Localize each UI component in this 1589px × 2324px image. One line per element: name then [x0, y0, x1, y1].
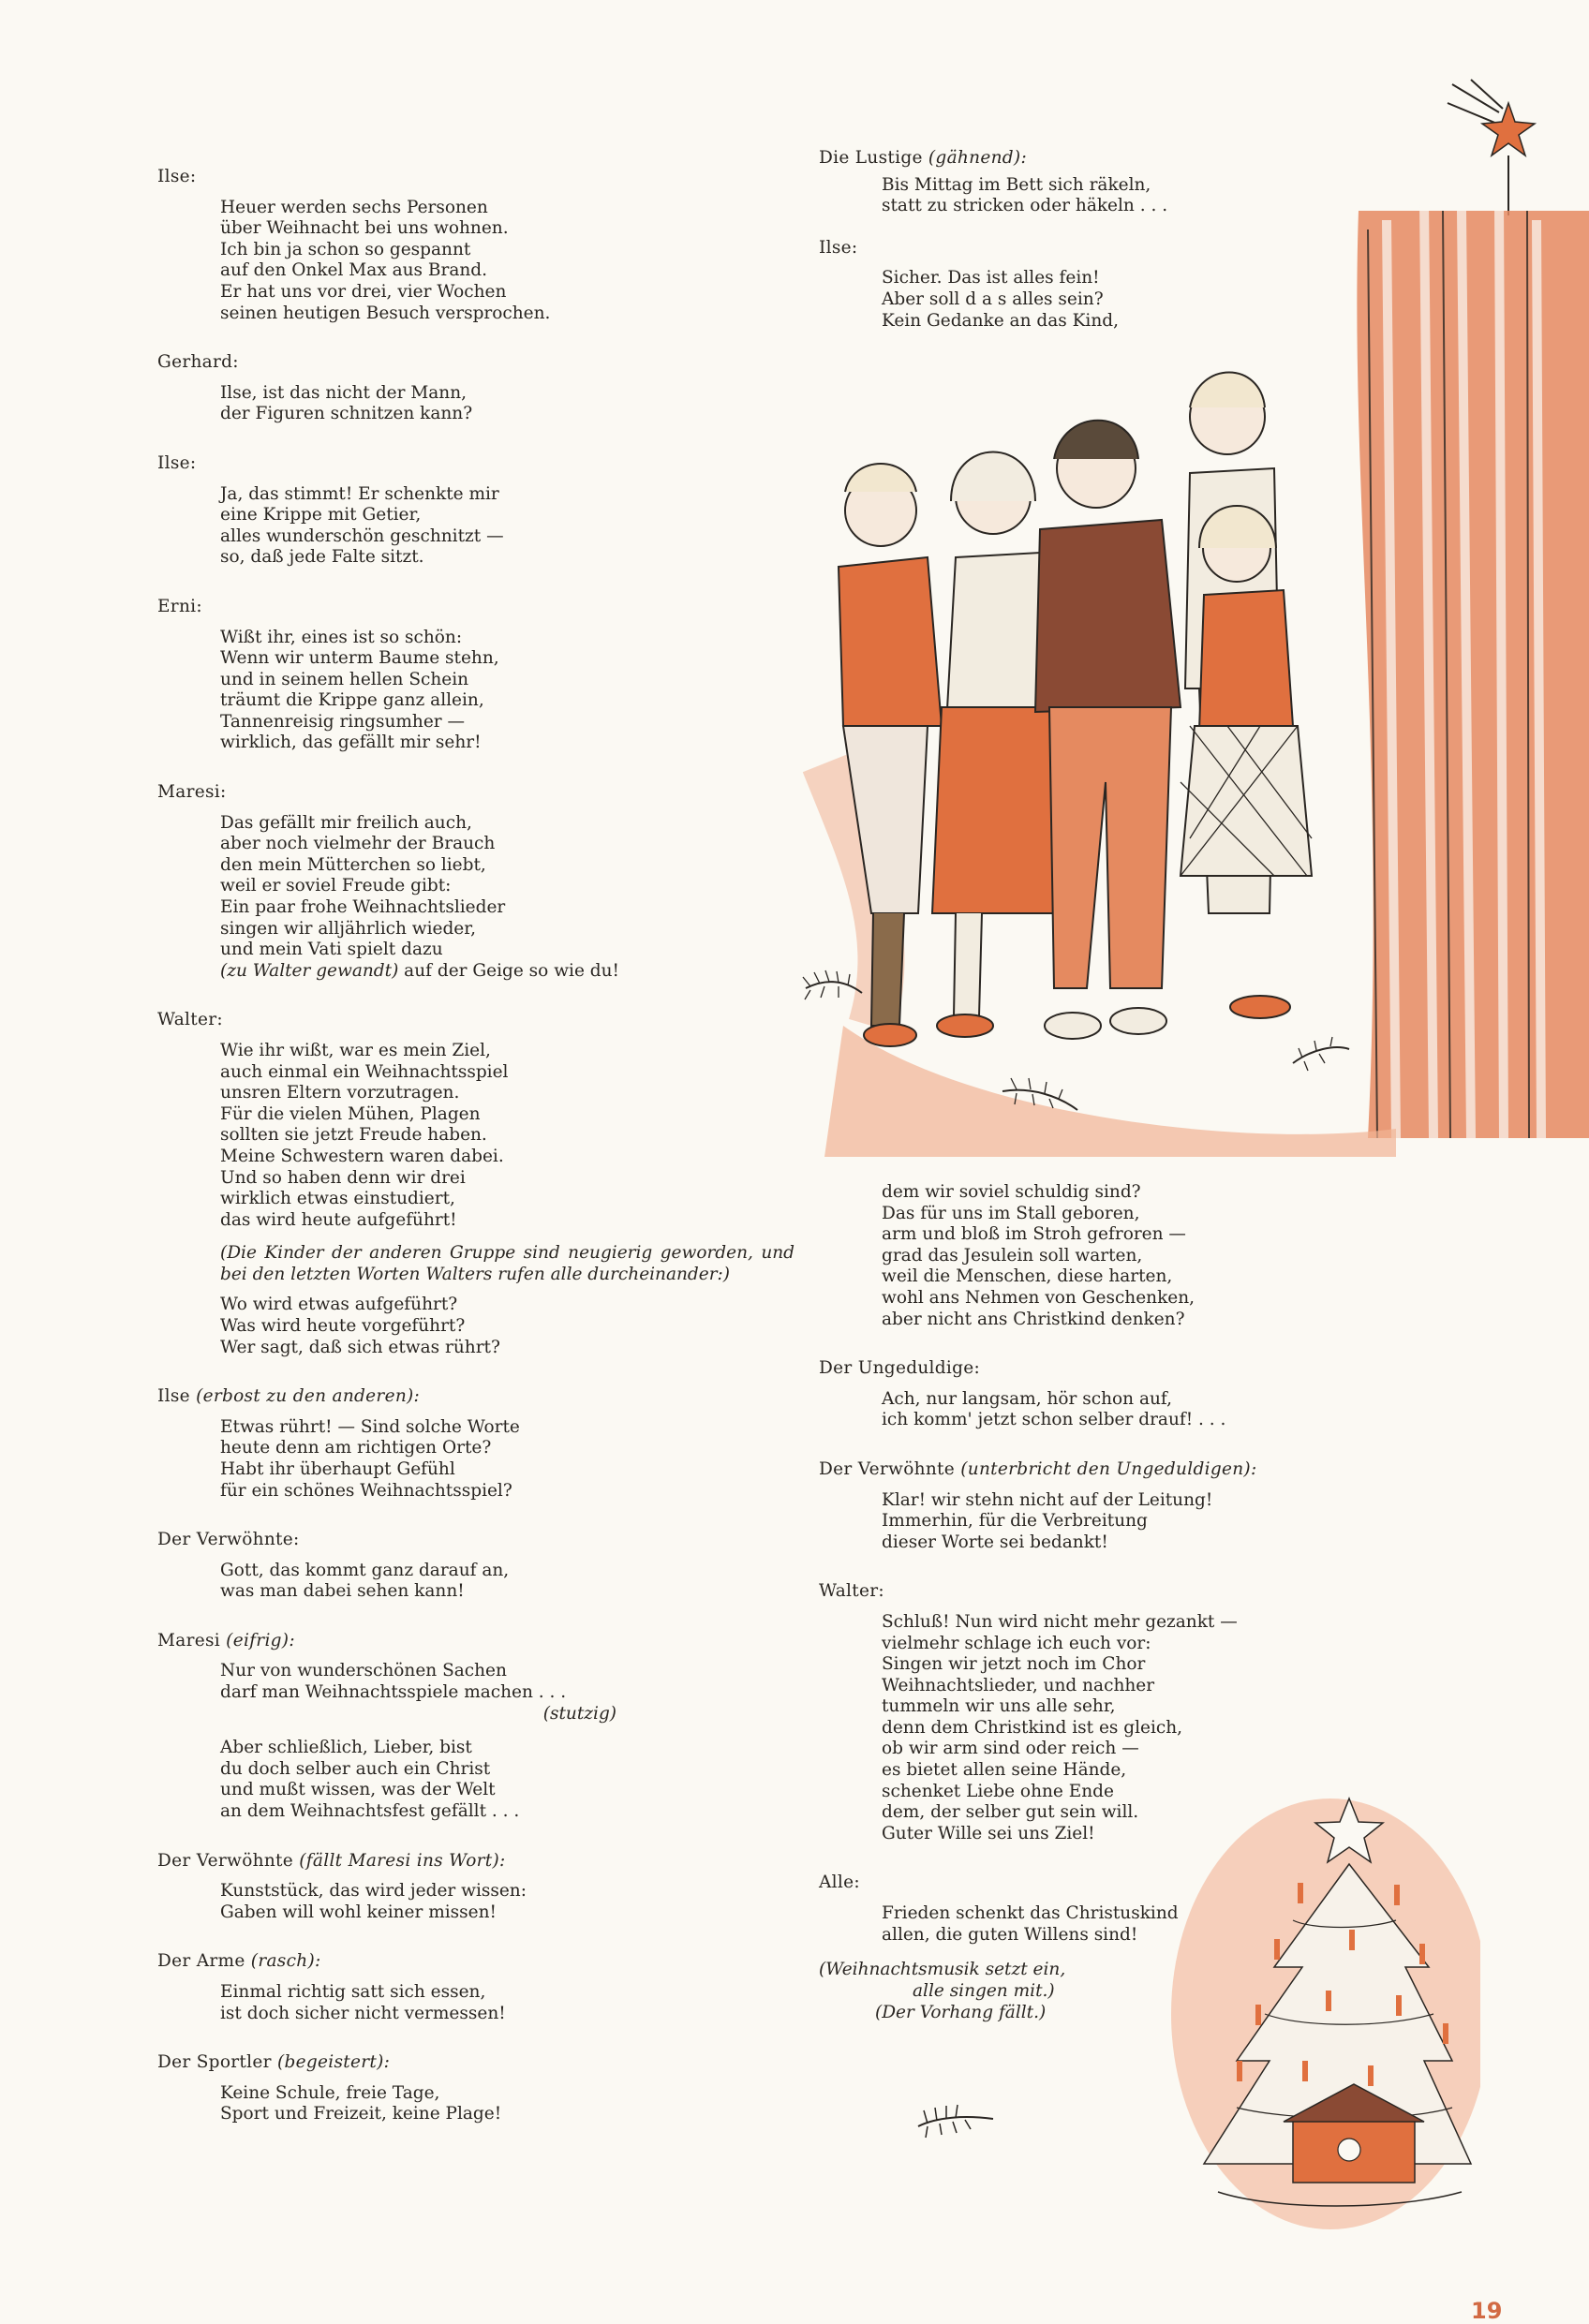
verse-line: ob wir arm sind oder reich —: [882, 1739, 1139, 1759]
verse-line: Heuer werden sechs Personen: [220, 197, 488, 217]
verse-line: Gott, das kommt ganz darauf an,: [220, 1560, 510, 1580]
verse-line: Sicher. Das ist alles fein!: [882, 268, 1100, 289]
speaker-name: Ilse:: [157, 167, 197, 186]
verse-line: das wird heute aufgeführt!: [220, 1209, 457, 1230]
stage-direction: (Der Vorhang fällt.): [875, 2003, 1047, 2023]
verse-line: heute denn am richtigen Orte?: [220, 1438, 492, 1458]
verse-line: Kein Gedanke an das Kind,: [882, 310, 1119, 331]
stage-direction: (erbost zu den anderen):: [196, 1386, 421, 1407]
speaker-name: Der Sportler: [157, 2052, 272, 2073]
verse: [220, 628, 794, 755]
verse: [220, 1661, 794, 1724]
verse-line: schenket Liebe ohne Ende: [882, 1781, 1114, 1801]
verse-line: über Weihnacht bei uns wohnen.: [220, 218, 509, 239]
verse-line: seinen heutigen Besuch versprochen.: [220, 303, 551, 323]
verse-line: Ach, nur langsam, hör schon auf,: [882, 1388, 1172, 1409]
speaker-heading: [157, 1951, 794, 1973]
speaker-name: Ilse:: [157, 452, 197, 473]
verse-line: und mein Vati spielt dazu: [220, 940, 443, 960]
dialogue-block: [157, 1951, 794, 2024]
verse-line: Und so haben denn wir drei: [220, 1167, 466, 1188]
dialogue-block: [157, 1851, 794, 1924]
dialogue-block: [819, 1459, 1306, 1553]
verse-line: weil er soviel Freude gibt:: [220, 876, 452, 896]
verse-line: ich komm' jetzt schon selber drauf! . . .: [882, 1410, 1226, 1430]
speaker-heading: [157, 1851, 794, 1873]
children-illustration: [787, 201, 1589, 1166]
dialogue-block: [157, 597, 794, 754]
verse-line: denn dem Christkind ist es gleich,: [882, 1717, 1183, 1738]
verse-line: Gaben will wohl keiner missen!: [220, 1902, 497, 1922]
speaker-name: Alle:: [819, 1873, 860, 1893]
speaker-name: Gerhard:: [157, 352, 239, 373]
verse: [220, 1881, 794, 1923]
speaker-name: Maresi: [157, 1630, 220, 1650]
dialogue-block: [157, 453, 794, 569]
verse-line: Singen wir jetzt noch im Chor: [882, 1654, 1146, 1675]
verse-line: für ein schönes Weihnachtsspiel?: [220, 1480, 512, 1501]
verse-line: Das für uns im Stall geboren,: [882, 1203, 1140, 1223]
dialogue-block: [157, 167, 794, 324]
verse-line: grad das Jesulein soll warten,: [882, 1245, 1143, 1266]
verse-line: Aber schließlich, Lieber, bist: [220, 1738, 472, 1758]
speaker-name: Walter:: [157, 1010, 223, 1030]
fir-sprig-icon: [913, 2098, 998, 2145]
verse-line: statt zu stricken oder häkeln . . .: [882, 196, 1168, 216]
dialogue-block: [157, 2052, 794, 2125]
stage-direction: (Die Kinder der anderen Gruppe sind neugierig geworden, und bei den letzten Worten Walters rufen alle durcheinander:): [220, 1243, 794, 1285]
verse-line: alles wunderschön geschnitzt —: [220, 525, 504, 546]
verse-line: Guter Wille sei uns Ziel!: [882, 1823, 1095, 1843]
speaker-heading: [819, 1459, 1306, 1481]
verse-line: du doch selber auch ein Christ: [220, 1758, 491, 1779]
verse-line: und in seinem hellen Schein: [220, 669, 469, 689]
stage-direction: (rasch):: [250, 1951, 321, 1972]
verse-line: Wißt ihr, eines ist so schön:: [220, 627, 463, 647]
verse-line: Wer sagt, daß sich etwas rührt?: [220, 1337, 500, 1357]
verse-line: und mußt wissen, was der Welt: [220, 1780, 496, 1800]
speaker-name: Ilse:: [819, 237, 858, 258]
speaker-name: Der Verwöhnte: [819, 1458, 956, 1479]
speaker-heading: [157, 1386, 794, 1408]
verse-line: eine Krippe mit Getier,: [220, 505, 422, 525]
verse: [220, 1295, 794, 1358]
verse: [882, 1182, 1306, 1330]
verse-line: Einmal richtig satt sich essen,: [220, 1982, 486, 2002]
stage-direction: (zu Walter gewandt): [220, 960, 399, 981]
stage-direction: alle singen mit.): [913, 1981, 1055, 2002]
verse-line: Habt ihr überhaupt Gefühl: [220, 1458, 455, 1479]
left-column: [157, 167, 794, 2154]
verse-line: auf den Onkel Max aus Brand.: [220, 260, 488, 281]
verse: [220, 1417, 794, 1502]
stage-direction: (eifrig):: [226, 1630, 295, 1650]
verse-line: sollten sie jetzt Freude haben.: [220, 1125, 487, 1146]
verse-line: Klar! wir stehn nicht auf der Leitung!: [882, 1489, 1213, 1510]
verse-line: aber noch vielmehr der Brauch: [220, 834, 496, 854]
verse-line: Weihnachtslieder, und nachher: [882, 1675, 1155, 1695]
speaker-name: Die Lustige: [819, 148, 923, 168]
shooting-star-icon: [1443, 75, 1546, 215]
stage-direction: (Weihnachtsmusik setzt ein,: [819, 1960, 1066, 1980]
verse-line: auch einmal ein Weihnachtsspiel: [220, 1061, 509, 1082]
verse-line: Ich bin ja schon so gespannt: [220, 239, 471, 259]
stage-direction: (begeistert):: [276, 2052, 391, 2073]
verse-line: dem wir soviel schuldig sind?: [882, 1182, 1141, 1202]
verse-line: Immerhin, für die Verbreitung: [882, 1511, 1148, 1532]
verse-line: so, daß jede Falte sitzt.: [220, 547, 424, 568]
verse-line: Was wird heute vorgeführt?: [220, 1315, 466, 1336]
speaker-name: Der Verwöhnte:: [157, 1530, 300, 1550]
verse-line: dieser Worte sei bedankt!: [882, 1532, 1108, 1552]
verse-line: Er hat uns vor drei, vier Wochen: [220, 281, 507, 302]
verse-line: dem, der selber gut sein will.: [882, 1802, 1139, 1823]
dialogue-block: [157, 1010, 794, 1358]
speaker-name: Der Arme: [157, 1951, 245, 1972]
verse: [220, 1738, 794, 1822]
speaker-name: Ilse: [157, 1386, 190, 1407]
verse-text: auf der Geige so wie du!: [398, 960, 619, 981]
verse-line: wirklich, das gefällt mir sehr!: [220, 733, 482, 753]
verse: [220, 484, 794, 569]
verse-line: Ilse, ist das nicht der Mann,: [220, 382, 468, 403]
verse: [220, 383, 794, 425]
verse: [882, 1490, 1306, 1554]
speaker-name: Erni:: [157, 596, 202, 616]
speaker-heading: [819, 148, 1306, 170]
verse-line: wohl ans Nehmen von Geschenken,: [882, 1287, 1195, 1308]
speaker-name: Der Verwöhnte: [157, 1850, 294, 1871]
verse-line: an dem Weihnachtsfest gefällt . . .: [220, 1801, 520, 1822]
verse: [220, 1561, 794, 1603]
verse-line: Wenn wir unterm Baume stehn,: [220, 648, 499, 669]
dialogue-block: [157, 782, 794, 982]
verse-line: Kunststück, das wird jeder wissen:: [220, 1881, 527, 1902]
verse-line: ist doch sicher nicht vermessen!: [220, 2003, 506, 2023]
dialogue-block: [157, 1386, 794, 1502]
verse: [220, 198, 794, 325]
speaker-heading: [157, 1631, 794, 1652]
speaker-name: Der Ungeduldige:: [819, 1358, 981, 1379]
stage-direction: (fällt Maresi ins Wort):: [299, 1850, 506, 1871]
speaker-heading: [157, 2052, 794, 2074]
verse-line: Schluß! Nun wird nicht mehr gezankt —: [882, 1611, 1238, 1632]
stage-direction: (stutzig): [542, 1703, 616, 1724]
dialogue-block: [157, 1530, 794, 1603]
verse-line: [220, 961, 794, 983]
verse: [220, 2083, 794, 2125]
curtain: [1357, 201, 1589, 1138]
verse: [220, 1982, 794, 2024]
dialogue-block: [157, 1631, 794, 1823]
verse-line: tummeln wir uns alle sehr,: [882, 1696, 1116, 1717]
boy-back: [1035, 421, 1181, 1039]
verse-line: arm und bloß im Stroh gefroren —: [882, 1224, 1186, 1245]
stage-direction: (unterbricht den Ungeduldigen):: [960, 1458, 1257, 1479]
verse-line: vielmehr schlage ich euch vor:: [882, 1633, 1151, 1653]
verse-line: weil die Menschen, diese harten,: [882, 1266, 1173, 1287]
verse-line: träumt die Krippe ganz allein,: [220, 690, 484, 711]
verse-line: unsren Eltern vorzutragen.: [220, 1083, 460, 1103]
verse-line: Für die vielen Mühen, Plagen: [220, 1103, 481, 1124]
verse-line: Frieden schenkt das Christuskind: [882, 1903, 1179, 1924]
christmas-tree-illustration: [1162, 1780, 1480, 2229]
verse-line: Ja, das stimmt! Er schenkte mir: [220, 483, 499, 504]
verse-line: wirklich etwas einstudiert,: [220, 1189, 455, 1209]
verse-line: Wie ihr wißt, war es mein Ziel,: [220, 1041, 491, 1060]
verse-line: Das gefällt mir freilich auch,: [220, 812, 472, 833]
verse-line: Nur von wunderschönen Sachen: [220, 1661, 507, 1681]
verse: [220, 1041, 794, 1231]
verse-line: Tannenreisig ringsumher —: [220, 711, 466, 732]
verse-line: Meine Schwestern waren dabei.: [220, 1146, 504, 1166]
verse-line: Wo wird etwas aufgeführt?: [220, 1295, 458, 1315]
verse-line: der Figuren schnitzen kann?: [220, 404, 473, 424]
verse-line: was man dabei sehen kann!: [220, 1581, 465, 1602]
verse-line: Keine Schule, freie Tage,: [220, 2082, 440, 2103]
verse-line: Etwas rührt! — Sind solche Worte: [220, 1416, 520, 1437]
page-number: 19: [1471, 2298, 1503, 2324]
verse-line: Aber soll d a s alles sein?: [882, 289, 1104, 309]
dialogue-continuation: [819, 1182, 1306, 1330]
verse-line: singen wir alljährlich wieder,: [220, 918, 476, 939]
verse-line: allen, die guten Willens sind!: [882, 1924, 1138, 1945]
verse-line: Sport und Freizeit, keine Plage!: [220, 2104, 502, 2124]
verse-line: Bis Mittag im Bett sich räkeln,: [882, 174, 1151, 195]
dialogue-block: [157, 352, 794, 425]
boy-left: [839, 464, 942, 1046]
speaker-name: Maresi:: [157, 782, 227, 803]
verse: [220, 813, 794, 983]
verse-line: Ein paar frohe Weihnachtslieder: [220, 897, 506, 918]
verse: [882, 1389, 1306, 1431]
dialogue-block: [819, 1358, 1306, 1431]
verse-line: darf man Weihnachtsspiele machen . . .: [220, 1682, 567, 1703]
verse-line: es bietet allen seine Hände,: [882, 1760, 1127, 1781]
speaker-name: Walter:: [819, 1581, 884, 1602]
stage-direction: (gähnend):: [928, 148, 1027, 168]
verse-line: den mein Mütterchen so liebt,: [220, 854, 486, 875]
verse-line: aber nicht ans Christkind denken?: [882, 1309, 1185, 1329]
